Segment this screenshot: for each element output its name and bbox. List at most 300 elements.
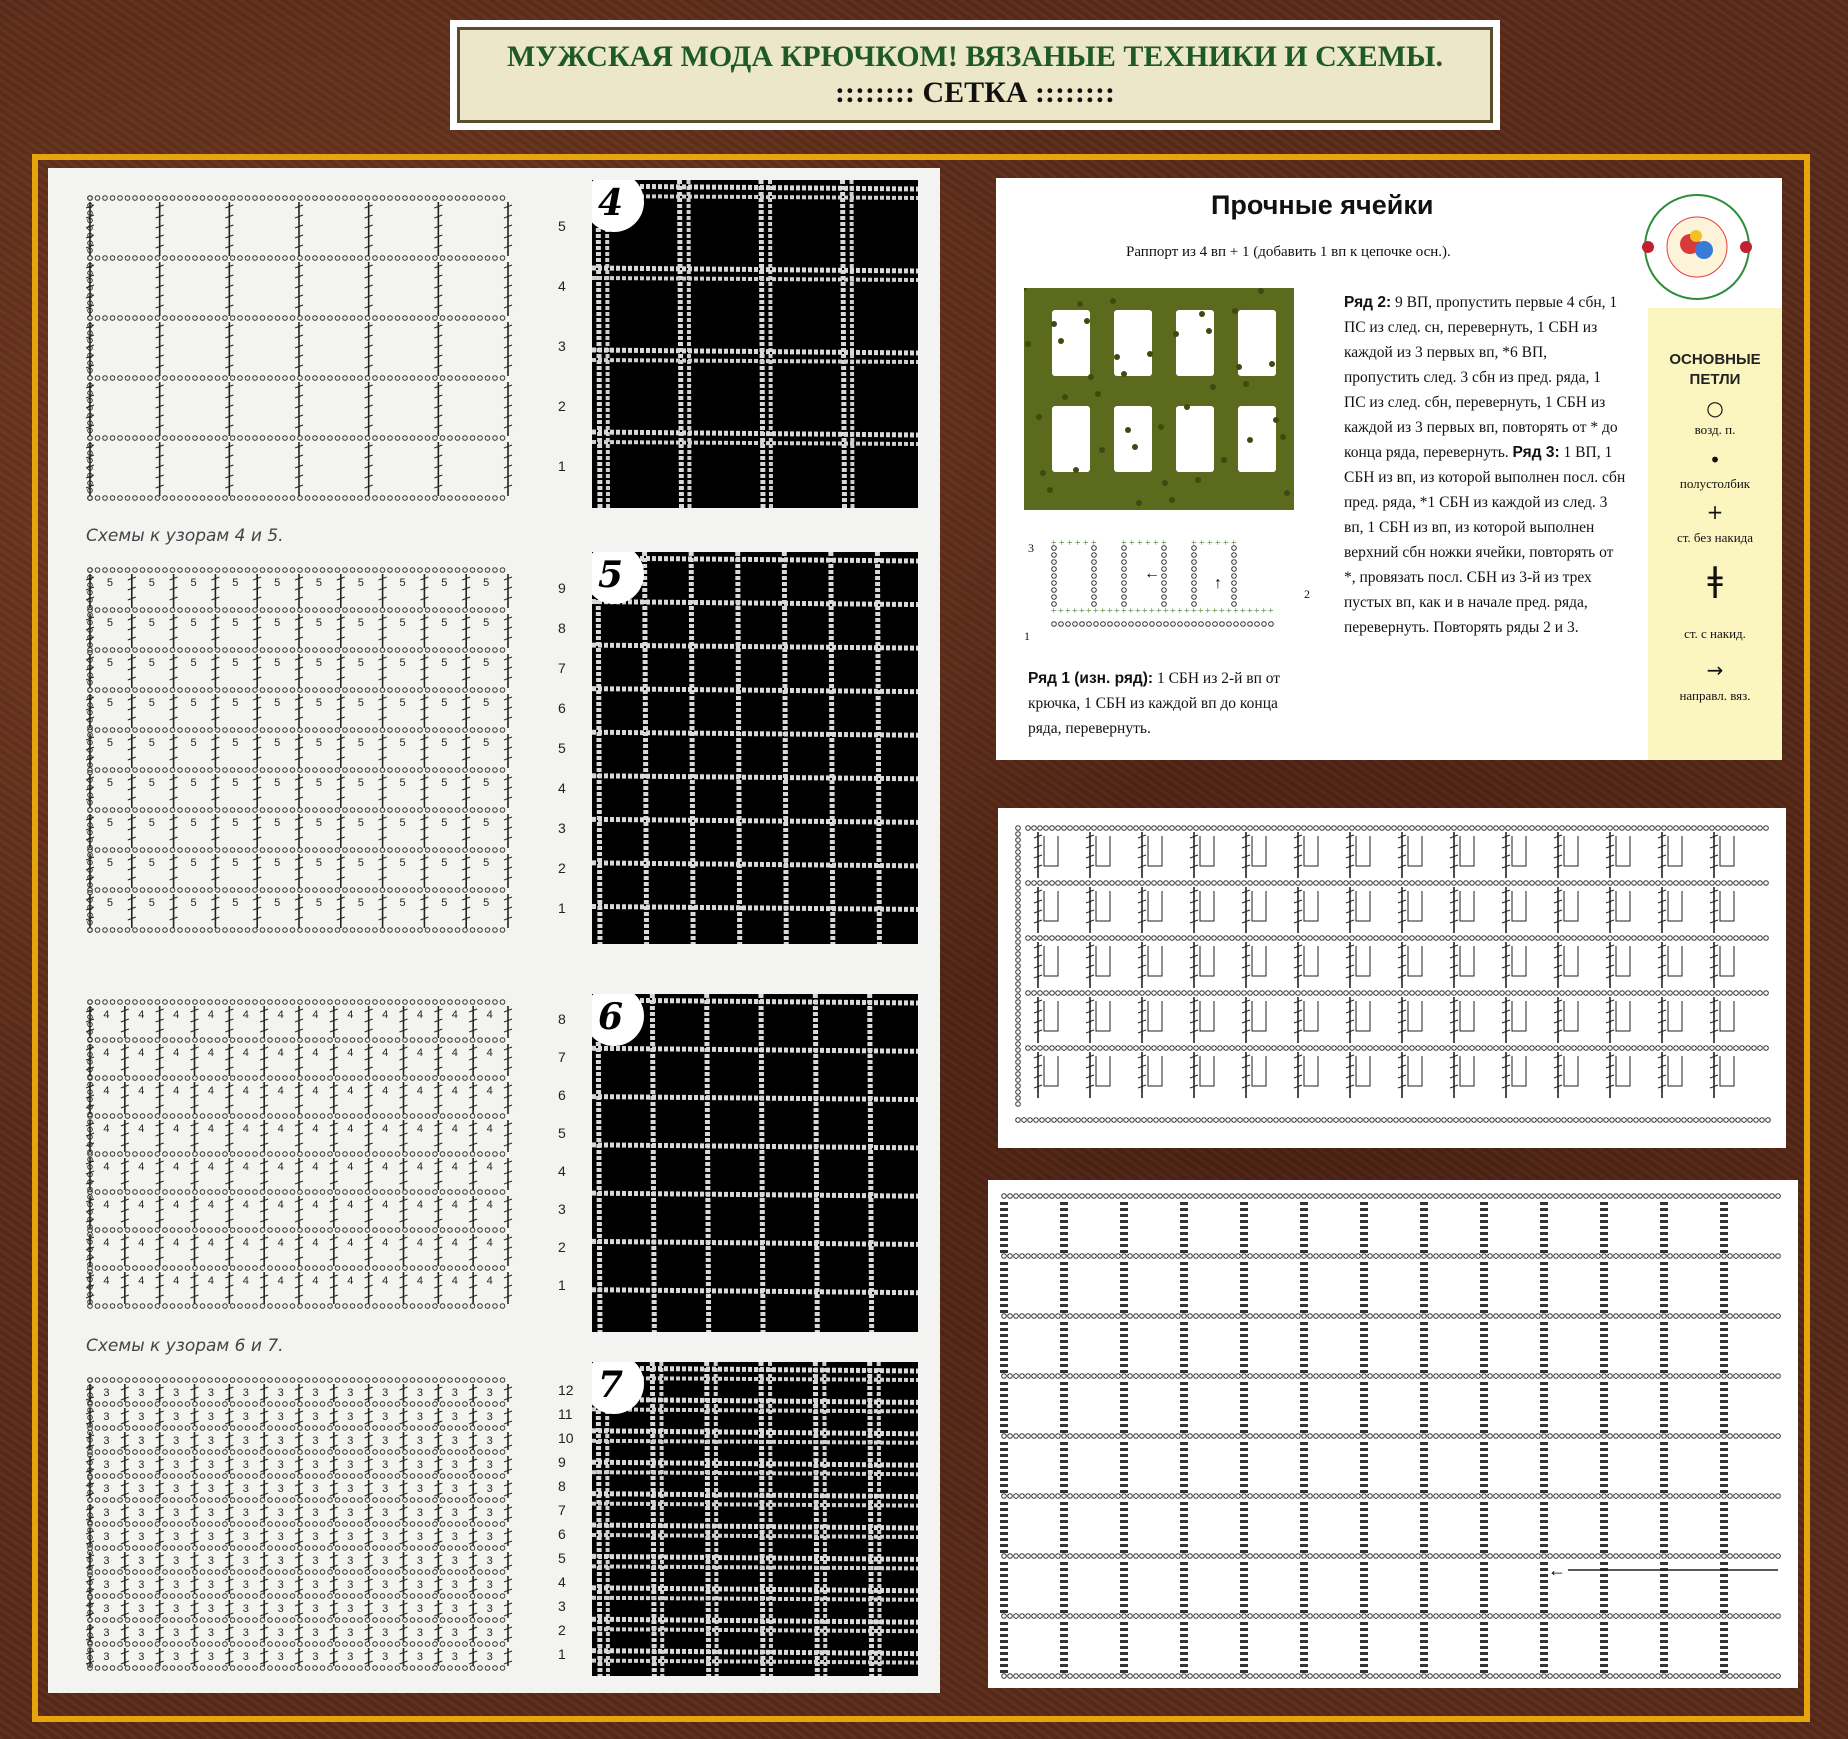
svg-text:+: + [1184, 606, 1190, 617]
svg-text:+: + [1051, 606, 1057, 617]
stitch-count-label: 3 [451, 1507, 458, 1519]
svg-text:+: + [1129, 538, 1135, 549]
photo-badge-7: 7 [592, 1362, 644, 1414]
stitch-count-label: 5 [315, 617, 323, 629]
stitch-count-label: 4 [312, 1085, 319, 1097]
row-number: 5 [558, 1125, 566, 1141]
stitch-count-label: 3 [486, 1651, 493, 1663]
stitch-count-label: 4 [451, 1161, 458, 1173]
stitch-count-label: 5 [441, 857, 448, 869]
stitch-count-label: 3 [416, 1507, 424, 1519]
svg-text:+: + [1075, 538, 1081, 549]
stitch-count-label: 5 [483, 657, 490, 669]
stitch-count-label: 3 [242, 1531, 249, 1543]
svg-text:+: + [1100, 606, 1106, 617]
stitch-count-label: 5 [232, 777, 239, 789]
stitch-count-label: 3 [173, 1507, 180, 1519]
stitch-count-label: 5 [106, 777, 114, 789]
stitch-count-label: 3 [242, 1651, 249, 1663]
stitch-count-label: 3 [138, 1459, 145, 1471]
stitch-count-label: 4 [312, 1275, 319, 1287]
stitch-count-label: 3 [382, 1579, 389, 1591]
svg-text:+: + [1261, 606, 1267, 617]
diagram-row-2: 2 [1304, 587, 1310, 601]
page-subtitle: :::::::: СЕТКА :::::::: [835, 76, 1115, 109]
stitch-count-label: 3 [416, 1411, 424, 1423]
row-number: 7 [558, 1502, 566, 1518]
svg-text:+: + [1135, 606, 1141, 617]
stitch-count-label: 5 [441, 817, 448, 829]
stitch-count-label: 4 [242, 1009, 249, 1021]
stitch-count-label: 3 [103, 1627, 110, 1639]
stitch-count-label: 5 [357, 697, 364, 709]
stitch-count-label: 4 [277, 1237, 284, 1249]
stitch-count-label: 3 [207, 1579, 215, 1591]
stitch-count-label: 3 [416, 1435, 424, 1447]
stitch-count-label: 4 [173, 1047, 180, 1059]
stitch-count-label: 5 [483, 737, 490, 749]
stitch-count-label: 4 [451, 1009, 458, 1021]
stitch-count-label: 3 [347, 1651, 354, 1663]
stitch-count-label: 3 [103, 1555, 110, 1567]
stitch-count-label: 3 [173, 1387, 180, 1399]
stitch-count-label: 3 [242, 1459, 249, 1471]
stitch-count-label: 5 [315, 857, 323, 869]
stitch-count-label: 5 [483, 857, 490, 869]
stitch-count-label: 3 [277, 1603, 284, 1615]
stitch-count-label: 5 [441, 577, 448, 589]
row-number: 5 [558, 740, 566, 756]
stitch-count-label: 4 [277, 1047, 284, 1059]
stitch-diagram [1024, 528, 1294, 638]
stitch-count-label: 3 [451, 1459, 458, 1471]
double-crochet-icon: ǂ [1707, 560, 1723, 600]
stitch-count-label: 5 [441, 697, 448, 709]
stitch-count-label: 3 [173, 1555, 180, 1567]
stitch-count-label: 5 [357, 897, 364, 909]
stitch-count-label: 3 [382, 1531, 389, 1543]
stitch-count-label: 3 [277, 1483, 284, 1495]
row-number: 3 [558, 1201, 566, 1217]
row-number: 4 [558, 780, 566, 796]
stitch-count-label: 3 [138, 1651, 145, 1663]
stitch-count-label: 3 [277, 1651, 284, 1663]
row-number: 1 [558, 458, 566, 474]
stitch-count-label: 5 [315, 737, 323, 749]
svg-text:+: + [1207, 538, 1213, 549]
stitch-count-label: 3 [382, 1435, 389, 1447]
stitch-count-label: 5 [274, 817, 281, 829]
stitch-count-label: 4 [451, 1199, 458, 1211]
row-number: 1 [558, 1277, 566, 1293]
row-number: 3 [558, 338, 566, 354]
stitch-count-label: 5 [274, 577, 281, 589]
slip-stitch-icon: • [1709, 448, 1721, 472]
stitch-count-label: 3 [173, 1651, 180, 1663]
stitch-count-label: 3 [486, 1483, 493, 1495]
stitch-count-label: 3 [382, 1483, 389, 1495]
stitch-count-label: 5 [483, 817, 490, 829]
stitch-count-label: 5 [399, 697, 406, 709]
row-number: 7 [558, 660, 566, 676]
stitch-count-label: 3 [242, 1411, 249, 1423]
svg-text:+: + [1191, 538, 1197, 549]
stitch-count-label: 3 [451, 1483, 458, 1495]
stitch-count-label: 5 [274, 897, 281, 909]
stitch-count-label: 3 [451, 1603, 458, 1615]
stitch-count-label: 5 [357, 617, 364, 629]
stitch-count-label: 5 [399, 577, 406, 589]
stitch-count-label: 4 [277, 1123, 284, 1135]
stitch-count-label: 4 [242, 1047, 249, 1059]
scheme-7-diagram [78, 1368, 538, 1678]
stitch-count-label: 3 [138, 1507, 145, 1519]
stitch-count-label: 3 [312, 1507, 319, 1519]
photo-badge-4: 4 [592, 180, 644, 232]
stitch-count-label: 3 [347, 1627, 354, 1639]
svg-text:+: + [1247, 606, 1253, 617]
stitch-count-label: 3 [173, 1627, 180, 1639]
row-number: 2 [558, 1622, 566, 1638]
stitch-count-label: 4 [451, 1085, 458, 1097]
direction-arrow-icon: ← [1548, 1560, 1566, 1580]
stitch-count-label: 3 [382, 1603, 389, 1615]
stitch-count-label: 3 [451, 1579, 458, 1591]
row3-text: 1 ВП, 1 СБН из вп, из которой выполнен посл. сбн пред. ряда, *1 СБН из каждой из след. 3 вп, 1 СБН из вп, из которой выполнен верхний сбн ножки ячейки, повторять от *, провязать посл. СБН из 3-й из трех пустых вп, как и в начале пред. ряда, перевернуть. Повторять ряды 2 и 3. [1344, 444, 1626, 636]
legend-label-slip: полустолбик [1679, 476, 1751, 491]
row-number: 5 [558, 1550, 566, 1566]
stitch-count-label: 4 [242, 1085, 249, 1097]
stitch-count-label: 3 [173, 1531, 180, 1543]
stitch-count-label: 3 [486, 1387, 493, 1399]
stitch-count-label: 3 [207, 1627, 215, 1639]
svg-text:+: + [1093, 606, 1099, 617]
stitch-count-label: 4 [347, 1009, 354, 1021]
svg-text:+: + [1163, 606, 1169, 617]
svg-text:+: + [1231, 538, 1237, 549]
row-number: 4 [558, 1163, 566, 1179]
row-number: 8 [558, 1011, 566, 1027]
stitch-legend [1648, 308, 1782, 760]
stitch-count-label: 3 [312, 1555, 319, 1567]
stitch-count-label: 5 [148, 737, 155, 749]
stitch-count-label: 4 [382, 1123, 389, 1135]
stitch-count-label: 3 [138, 1555, 145, 1567]
row-number: 2 [558, 1239, 566, 1255]
stitch-count-label: 5 [148, 577, 155, 589]
stitch-count-label: 4 [207, 1237, 215, 1249]
stitch-count-label: 3 [277, 1387, 284, 1399]
stitch-count-label: 4 [277, 1275, 284, 1287]
stitch-count-label: 3 [277, 1411, 284, 1423]
stitch-count-label: 4 [451, 1123, 458, 1135]
stitch-count-label: 3 [138, 1387, 145, 1399]
stitch-count-label: 5 [483, 697, 490, 709]
svg-text:+: + [1223, 538, 1229, 549]
stitch-count-label: 3 [486, 1411, 493, 1423]
stitch-count-label: 5 [232, 617, 239, 629]
swatch-photo [1024, 288, 1294, 510]
legend-label-dc: ст. с накид. [1684, 626, 1746, 641]
stitch-count-label: 5 [106, 897, 114, 909]
row-number: 4 [558, 278, 566, 294]
row-number: 7 [558, 1049, 566, 1065]
stitch-count-label: 3 [103, 1531, 110, 1543]
stitch-count-label: 4 [103, 1161, 110, 1173]
stitch-count-label: 3 [347, 1387, 354, 1399]
stitch-count-label: 4 [382, 1161, 389, 1173]
stitch-count-label: 3 [103, 1411, 110, 1423]
stitch-count-label: 3 [312, 1603, 319, 1615]
stitch-count-label: 3 [207, 1459, 215, 1471]
row-number: 8 [558, 1478, 566, 1494]
svg-text:+: + [1198, 606, 1204, 617]
stitch-count-label: 4 [277, 1161, 284, 1173]
stitch-count-label: 3 [138, 1603, 145, 1615]
stitch-count-label: 3 [173, 1579, 180, 1591]
stitch-count-label: 4 [138, 1161, 145, 1173]
svg-text:+: + [1059, 538, 1065, 549]
row-number: 10 [558, 1430, 574, 1446]
stitch-count-label: 4 [103, 1085, 110, 1097]
stitch-count-label: 5 [232, 697, 239, 709]
stitch-count-label: 4 [347, 1047, 354, 1059]
stitch-count-label: 3 [312, 1435, 319, 1447]
stitch-count-label: 3 [242, 1483, 249, 1495]
direction-arrow-icon: ↑ [1214, 575, 1222, 592]
row-number: 6 [558, 1526, 566, 1542]
stitch-count-label: 3 [242, 1507, 249, 1519]
svg-text:+: + [1128, 606, 1134, 617]
stitch-count-label: 5 [441, 617, 448, 629]
svg-text:+: + [1161, 538, 1167, 549]
stitch-count-label: 4 [486, 1275, 493, 1287]
stitch-count-label: 5 [357, 657, 364, 669]
stitch-count-label: 3 [277, 1627, 284, 1639]
stitch-count-label: 4 [382, 1275, 389, 1287]
stitch-count-label: 5 [106, 617, 114, 629]
stitch-count-label: 3 [138, 1483, 145, 1495]
stitch-count-label: 4 [103, 1047, 110, 1059]
stitch-count-label: 3 [382, 1555, 389, 1567]
svg-text:+: + [1177, 606, 1183, 617]
stitch-count-label: 4 [486, 1085, 493, 1097]
stitch-count-label: 4 [382, 1199, 389, 1211]
stitch-count-label: 5 [399, 857, 406, 869]
stitch-count-label: 4 [486, 1009, 493, 1021]
stitch-count-label: 4 [173, 1085, 180, 1097]
stitch-count-label: 4 [486, 1237, 493, 1249]
photo-pattern-7 [592, 1362, 918, 1676]
stitch-count-label: 3 [416, 1555, 424, 1567]
stitch-count-label: 5 [441, 657, 448, 669]
direction-arrow-icon: ← [1144, 565, 1160, 582]
stitch-count-label: 5 [483, 617, 490, 629]
row-number: 1 [558, 900, 566, 916]
stitch-count-label: 5 [232, 657, 239, 669]
stitch-count-label: 3 [173, 1483, 180, 1495]
stitch-count-label: 4 [277, 1199, 284, 1211]
svg-text:+: + [1137, 538, 1143, 549]
stitch-count-label: 4 [416, 1161, 424, 1173]
row-number: 2 [558, 860, 566, 876]
stitch-count-label: 3 [347, 1531, 354, 1543]
stitch-count-label: 3 [207, 1411, 215, 1423]
stitch-count-label: 4 [242, 1123, 249, 1135]
stitch-count-label: 3 [103, 1651, 110, 1663]
stitch-count-label: 3 [312, 1651, 319, 1663]
stitch-count-label: 4 [242, 1237, 249, 1249]
stitch-count-label: 4 [347, 1085, 354, 1097]
stitch-count-label: 3 [382, 1627, 389, 1639]
stitch-count-label: 3 [486, 1459, 493, 1471]
stitch-count-label: 3 [486, 1555, 493, 1567]
arrow-right-icon: → [1706, 658, 1724, 682]
scheme-6-diagram [78, 990, 538, 1330]
stitch-count-label: 4 [173, 1199, 180, 1211]
stitch-count-label: 3 [347, 1483, 354, 1495]
stitch-count-label: 5 [232, 577, 239, 589]
stitch-count-label: 3 [486, 1531, 493, 1543]
stitch-count-label: 4 [207, 1275, 215, 1287]
stitch-count-label: 3 [242, 1627, 249, 1639]
stitch-count-label: 3 [382, 1507, 389, 1519]
svg-text:+: + [1091, 538, 1097, 549]
stitch-count-label: 3 [312, 1531, 319, 1543]
stitch-count-label: 5 [315, 657, 323, 669]
stitch-count-label: 3 [242, 1603, 249, 1615]
stitch-count-label: 3 [451, 1627, 458, 1639]
stitch-count-label: 3 [382, 1387, 389, 1399]
stitch-count-label: 4 [173, 1237, 180, 1249]
stitch-count-label: 5 [148, 817, 155, 829]
stitch-count-label: 5 [148, 857, 155, 869]
stitch-count-label: 3 [312, 1627, 319, 1639]
stitch-count-label: 4 [312, 1237, 319, 1249]
stitch-count-label: 3 [486, 1435, 493, 1447]
photo-pattern-6 [592, 994, 918, 1332]
stitch-count-label: 5 [190, 697, 197, 709]
stitch-count-label: 5 [315, 697, 323, 709]
stitch-count-label: 4 [138, 1123, 145, 1135]
stitch-count-label: 3 [416, 1483, 424, 1495]
stitch-count-label: 3 [312, 1411, 319, 1423]
svg-text:+: + [1149, 606, 1155, 617]
stitch-count-label: 3 [207, 1651, 215, 1663]
stitch-count-label: 4 [207, 1199, 215, 1211]
stitch-count-label: 5 [274, 617, 281, 629]
stitch-count-label: 3 [207, 1483, 215, 1495]
row2-text: 9 ВП, пропустить первые 4 сбн, 1 ПС из след. сн, перевернуть, 1 СБН из каждой из 3 первых вп, *6 ВП, пропустить след. 3 сбн из пред. ряда, 1 ПС из след. сбн, перевернуть, 1 СБН из каждой из 3 первых вп, повторять от * до конца ряда, перевернуть. [1344, 294, 1618, 461]
stitch-count-label: 4 [416, 1047, 424, 1059]
stitch-count-label: 3 [207, 1387, 215, 1399]
stitch-count-label: 4 [173, 1275, 180, 1287]
stitch-count-label: 5 [274, 657, 281, 669]
stitch-count-label: 3 [382, 1411, 389, 1423]
stitch-count-label: 4 [486, 1047, 493, 1059]
stitch-count-label: 4 [416, 1123, 424, 1135]
stitch-count-label: 5 [399, 817, 406, 829]
svg-text:+: + [1212, 606, 1218, 617]
stitch-count-label: 4 [312, 1009, 319, 1021]
stitch-count-label: 5 [190, 857, 197, 869]
stitch-count-label: 4 [103, 1009, 110, 1021]
svg-text:+: + [1058, 606, 1064, 617]
stitch-count-label: 4 [382, 1085, 389, 1097]
svg-text:+: + [1226, 606, 1232, 617]
stitch-count-label: 3 [207, 1507, 215, 1519]
stitch-count-label: 4 [103, 1123, 110, 1135]
stitch-count-label: 3 [277, 1435, 284, 1447]
legend-label-sc: ст. без накида [1676, 530, 1754, 545]
stitch-count-label: 3 [347, 1555, 354, 1567]
svg-text:+: + [1233, 606, 1239, 617]
svg-text:+: + [1121, 538, 1127, 549]
stitch-count-label: 4 [416, 1237, 424, 1249]
strong-cells-title: Прочные ячейки [1211, 190, 1434, 220]
row-number: 6 [558, 700, 566, 716]
stitch-count-label: 3 [382, 1651, 389, 1663]
svg-text:+: + [1156, 606, 1162, 617]
stitch-count-label: 3 [347, 1411, 354, 1423]
stitch-count-label: 5 [483, 897, 490, 909]
svg-text:+: + [1268, 606, 1274, 617]
row-number: 4 [558, 1574, 566, 1590]
svg-text:+: + [1083, 538, 1089, 549]
stitch-count-label: 3 [486, 1627, 493, 1639]
stitch-count-label: 3 [451, 1531, 458, 1543]
stitch-count-label: 3 [451, 1651, 458, 1663]
stitch-count-label: 4 [103, 1199, 110, 1211]
row3-label: Ряд 3: [1512, 444, 1560, 461]
stitch-count-label: 5 [357, 857, 364, 869]
stitch-count-label: 5 [399, 617, 406, 629]
stitch-count-label: 4 [486, 1199, 493, 1211]
stitch-count-label: 5 [190, 817, 197, 829]
photo-pattern-5 [592, 552, 918, 944]
stitch-count-label: 4 [347, 1199, 354, 1211]
stitch-count-label: 5 [399, 737, 406, 749]
stitch-count-label: 3 [242, 1579, 249, 1591]
legend-label-chain: возд. п. [1694, 422, 1736, 437]
stitch-count-label: 4 [416, 1085, 424, 1097]
stitch-count-label: 3 [416, 1387, 424, 1399]
stitch-count-label: 5 [148, 697, 155, 709]
stitch-count-label: 3 [416, 1459, 424, 1471]
svg-text:+: + [1254, 606, 1260, 617]
stitch-count-label: 5 [148, 617, 155, 629]
stitch-count-label: 3 [138, 1579, 145, 1591]
stitch-count-label: 3 [103, 1507, 110, 1519]
row-number: 9 [558, 1454, 566, 1470]
row2-row3-instructions [1344, 290, 1626, 640]
stitch-count-label: 3 [416, 1531, 424, 1543]
stitch-count-label: 3 [416, 1579, 424, 1591]
stitch-count-label: 3 [347, 1435, 354, 1447]
stitch-count-label: 4 [242, 1199, 249, 1211]
row-number: 3 [558, 1598, 566, 1614]
stitch-count-label: 5 [232, 737, 239, 749]
stitch-count-label: 5 [483, 777, 490, 789]
svg-text:+: + [1219, 606, 1225, 617]
stitch-count-label: 4 [207, 1123, 215, 1135]
stitch-count-label: 4 [207, 1161, 215, 1173]
stitch-count-label: 3 [207, 1603, 215, 1615]
stitch-count-label: 3 [103, 1483, 110, 1495]
row1-text: 1 СБН из 2-й вп от крючка, 1 СБН из каждой вп до конца ряда, перевернуть. [1028, 670, 1281, 737]
stitch-count-label: 4 [207, 1009, 215, 1021]
stitch-count-label: 4 [416, 1199, 424, 1211]
